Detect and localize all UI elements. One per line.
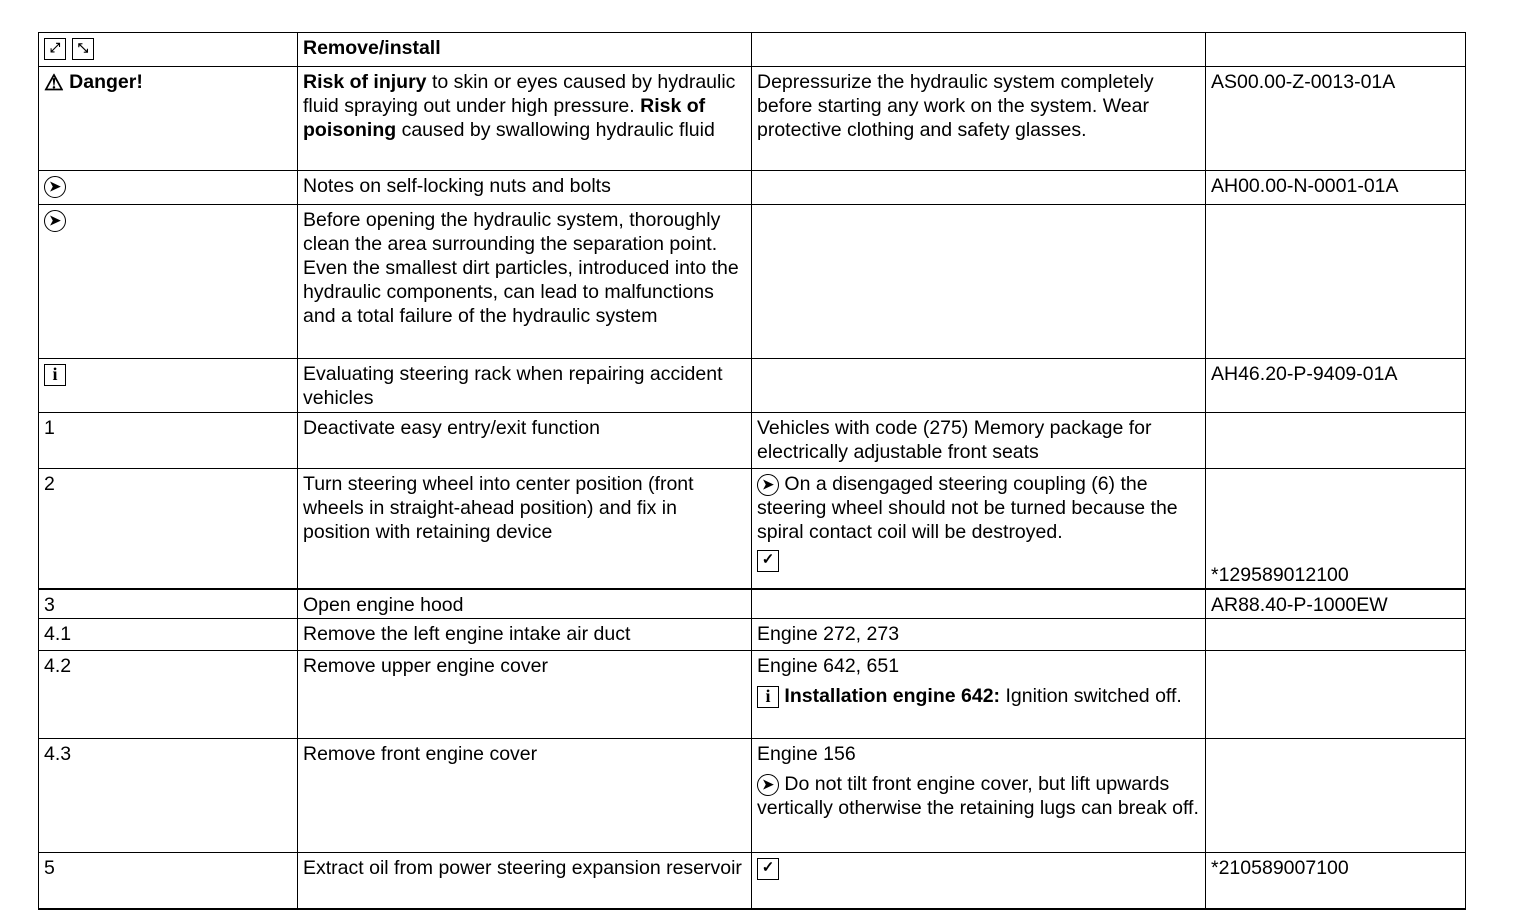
caution-icon: ➤ (44, 210, 66, 232)
remove-icon: ⤢ (44, 38, 66, 60)
step-number: 3 (39, 589, 298, 619)
step-number: 4.1 (39, 619, 298, 651)
step-note: Engine 642, 651 (757, 655, 900, 677)
danger-note: Depressurize the hydraulic system completely before starting any work on the system. Wear protective clothing and safety glasses. (752, 67, 1206, 171)
step-number: 4.3 (39, 739, 298, 853)
info-icon: i (757, 686, 779, 708)
danger-ref: AS00.00-Z-0013-01A (1206, 67, 1466, 171)
note-row (39, 205, 1466, 359)
install-icon: ⤡ (72, 38, 94, 60)
danger-row (39, 67, 1466, 171)
info-row (39, 359, 1466, 413)
step-ref: *210589007100 (1206, 853, 1466, 909)
caution-icon: ➤ (757, 774, 779, 796)
step-number: 4.2 (39, 651, 298, 739)
step-text: Open engine hood (298, 589, 752, 619)
step-text: Remove front engine cover (298, 739, 752, 853)
step-row (39, 853, 1466, 909)
step-text: Extract oil from power steering expansion reservoir (298, 853, 752, 909)
info-icon: i (44, 364, 66, 386)
step-ref: AR88.40-P-1000EW (1206, 589, 1466, 619)
step-text: Deactivate easy entry/exit function (298, 413, 752, 469)
warning-triangle-icon: ⚠ (44, 69, 64, 95)
step-note: Vehicles with code (275) Memory package for electrically adjustable front seats (752, 413, 1206, 469)
step-row (39, 413, 1466, 469)
step-note: On a disengaged steering coupling (6) the steering wheel should not be turned because the spiral contact coil will be destroyed. (757, 473, 1178, 543)
info-text: Evaluating steering rack when repairing accident vehicles (298, 359, 752, 413)
step-number: 5 (39, 853, 298, 909)
note-text: Notes on self-locking nuts and bolts (298, 171, 752, 205)
header-title: Remove/install (298, 33, 752, 67)
step-text: Turn steering wheel into center position (front wheels in straight-ahead position) and fix in position with retaining device (298, 469, 752, 589)
caution-icon: ➤ (757, 474, 779, 496)
step-row (39, 589, 1466, 619)
step-text: Remove upper engine cover (298, 651, 752, 739)
special-tool-icon: ✓ (757, 858, 779, 880)
note-row (39, 171, 1466, 205)
step-row (39, 619, 1466, 651)
step-row: 4.2 Remove upper engine cover Engine 642, 651 i Installation engine 642: Ignition switched off. (39, 651, 1466, 739)
note-text: Before opening the hydraulic system, thoroughly clean the area surrounding the separation point. Even the smallest dirt particles, introduced into the hydraulic components, can lead to malfunctions and a total failure of the hydraulic system (298, 205, 752, 359)
step-text: Remove the left engine intake air duct (298, 619, 752, 651)
step-row: 4.3 Remove front engine cover Engine 156 ➤ Do not tilt front engine cover, but lift upwards vertically otherwise the retaining lugs can break off. (39, 739, 1466, 853)
procedure-table (38, 32, 1466, 910)
step-number: 2 (39, 469, 298, 589)
step-note: Engine 272, 273 (752, 619, 1206, 651)
note-ref: AH00.00-N-0001-01A (1206, 171, 1466, 205)
header-row (39, 33, 1466, 67)
info-ref: AH46.20-P-9409-01A (1206, 359, 1466, 413)
danger-label: Danger! (69, 71, 143, 93)
danger-description: Risk of injury to skin or eyes caused by hydraulic fluid spraying out under high pressure. Risk of poisoning caused by swallowing hydraulic fluid (298, 67, 752, 171)
step-row (39, 469, 1466, 589)
caution-icon: ➤ (44, 176, 66, 198)
step-number: 1 (39, 413, 298, 469)
step-ref: *129589012100 (1206, 469, 1466, 589)
step-note: Engine 156 (757, 743, 856, 765)
special-tool-icon: ✓ (757, 550, 779, 572)
